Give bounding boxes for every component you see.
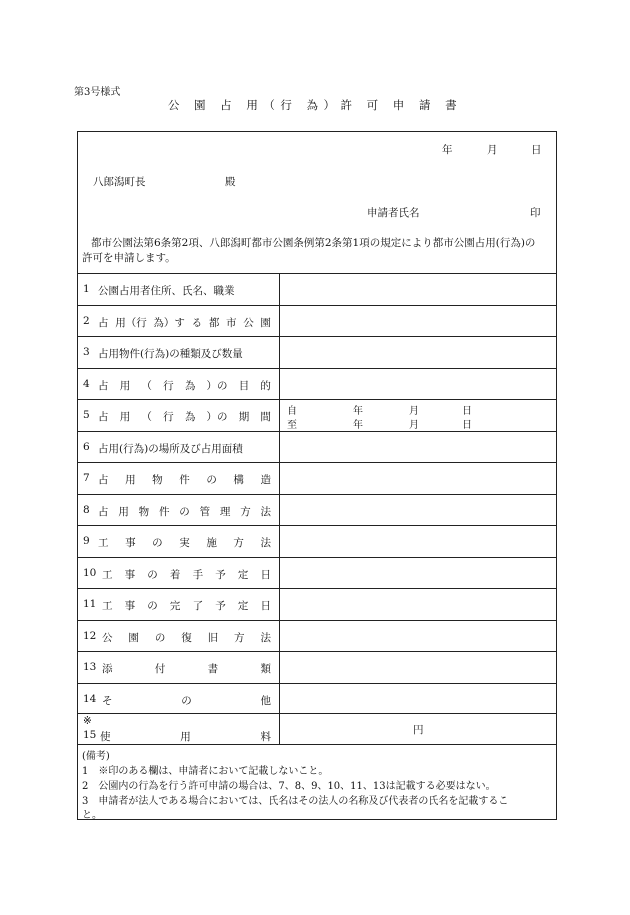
label-segment: 期: [238, 411, 250, 423]
table-row: [78, 557, 556, 589]
label-segment: 物: [138, 505, 150, 518]
label-segment: 行: [163, 411, 174, 423]
row-number: 13: [83, 661, 97, 673]
label-segment: 物: [152, 474, 163, 486]
label-segment: 手: [192, 568, 204, 581]
row-label: [98, 504, 271, 519]
label-segment: の: [206, 474, 217, 486]
row-label: [98, 535, 271, 550]
row-value-cell[interactable]: [281, 337, 556, 368]
label-segment: 法: [260, 505, 271, 518]
row-value-cell[interactable]: [281, 684, 556, 715]
fee-label: [100, 729, 271, 744]
row-label-cell: [78, 495, 280, 526]
label-segment: 件: [158, 505, 170, 518]
label-segment: 占: [98, 474, 109, 486]
row-value-cell[interactable]: [281, 621, 556, 652]
label-segment: 的: [260, 379, 271, 392]
fee-number: 15: [83, 729, 97, 741]
row-value-cell[interactable]: [281, 463, 556, 494]
label-segment: 完: [169, 600, 181, 612]
label-segment: 用: [119, 411, 131, 423]
row-value-cell[interactable]: [281, 495, 556, 526]
row-value-cell[interactable]: [281, 526, 556, 557]
label-segment: 工: [98, 537, 109, 549]
label-segment: 公: [243, 316, 254, 329]
notes-section: [78, 744, 556, 820]
label-segment: 理: [219, 505, 231, 518]
label-segment: 日: [260, 600, 271, 612]
row-number: 8: [83, 503, 90, 516]
label-segment: 行: [163, 379, 174, 392]
label-segment: 法: [260, 537, 271, 549]
row-label: [102, 598, 271, 613]
application-form: [77, 131, 557, 820]
label-segment: 方: [234, 631, 245, 644]
label-segment: 方: [233, 537, 244, 549]
table-row: [78, 431, 556, 463]
table-row: [78, 620, 556, 652]
fee-mark: ※: [83, 715, 92, 727]
label-segment: 占: [98, 316, 109, 329]
label-segment: の: [179, 505, 190, 518]
label-segment: 管: [199, 505, 211, 518]
document-title: 公 園 占 用（行 為）許 可 申 請 書: [167, 98, 463, 112]
label-segment: 事: [124, 600, 136, 612]
label-segment: 定: [237, 600, 249, 612]
label-segment: 為: [184, 379, 196, 392]
label-segment: 添: [102, 663, 113, 675]
row-label: [98, 378, 271, 393]
table-row: [78, 305, 556, 337]
table-row: [78, 651, 556, 683]
row-value-cell[interactable]: [281, 274, 556, 305]
row-label-cell: [78, 652, 280, 683]
row-label: 占用(行為)の場所及び占用面積: [98, 442, 243, 455]
row-label: [98, 409, 271, 424]
label-segment: 方: [240, 505, 251, 518]
label-segment: の: [152, 537, 163, 549]
row-number: 4: [83, 377, 90, 390]
period-from-year: 年: [353, 406, 363, 417]
period-from-day: 日: [462, 406, 472, 417]
table-row: [78, 336, 556, 368]
date-year-label: 年: [442, 144, 453, 156]
label-segment: ）の: [206, 411, 228, 423]
label-segment: 園: [128, 631, 139, 644]
row-label-cell: [78, 400, 280, 431]
label-segment: 予: [215, 568, 226, 581]
row-value-cell[interactable]: [281, 306, 556, 337]
row-label-cell: [78, 621, 280, 652]
label-segment: の: [147, 568, 158, 581]
period-to-month: 月: [409, 420, 419, 431]
row-number: 3: [83, 346, 90, 358]
label-segment: 施: [206, 537, 217, 549]
row-label: [98, 315, 271, 330]
table-row: [78, 462, 556, 494]
row-number: 6: [83, 440, 90, 453]
note-item: 3 申請者が法人である場合においては、氏名はその法人の名称及び代表者の氏名を記載するこ: [82, 796, 509, 807]
label-segment: 事: [124, 568, 136, 581]
table-row: [78, 273, 556, 305]
label-segment: る: [191, 316, 203, 329]
label-segment: 日: [260, 568, 271, 581]
label-segment: の: [154, 631, 166, 644]
fee-label-cell: [78, 714, 280, 744]
row-value-cell[interactable]: [281, 589, 556, 620]
period-from-label: 自: [287, 406, 297, 417]
label-segment: 占: [98, 505, 109, 518]
row-label-cell: [78, 369, 280, 400]
row-number: 7: [83, 472, 90, 484]
label-segment: の: [147, 600, 158, 612]
row-number: 12: [83, 629, 97, 642]
addressee: 八郎潟町長: [93, 176, 146, 188]
table-row: [78, 399, 556, 431]
label-segment: 用: [125, 474, 136, 486]
row-label: [102, 567, 271, 582]
row-label-cell: [78, 432, 280, 463]
label-segment: ）の: [206, 379, 228, 392]
label-segment: 件: [179, 474, 190, 486]
label-segment: 予: [215, 600, 226, 612]
label-segment: 用: [119, 379, 131, 392]
label-segment: 事: [125, 537, 136, 549]
notes-heading: (備考): [82, 751, 110, 762]
label-segment: 工: [102, 568, 113, 581]
label-segment: 使: [100, 731, 111, 743]
row-value-cell[interactable]: [281, 432, 556, 463]
row-label: [102, 630, 271, 645]
label-segment: 園: [260, 316, 271, 329]
row-label: 占用物件(行為)の種類及び数量: [98, 348, 243, 360]
row-label-cell: [78, 684, 280, 715]
period-to-year: 年: [353, 420, 363, 431]
table-row: [78, 683, 556, 715]
note-item: 2 公園内の行為を行う許可申請の場合は、7、8、9、10、11、13は記載する必要はない。: [82, 781, 496, 792]
label-segment: 了: [192, 600, 204, 612]
label-segment: 他: [260, 694, 271, 707]
label-segment: 造: [260, 474, 271, 486]
label-segment: 着: [169, 568, 181, 581]
row-label: 公園占用者住所、氏名、職業: [98, 285, 235, 297]
row-label-cell: [78, 463, 280, 494]
row-label-cell: [78, 589, 280, 620]
period-to-label: 至: [287, 420, 297, 431]
label-segment: 書: [207, 663, 219, 675]
row-number: 1: [83, 283, 90, 295]
label-segment: 為: [184, 411, 196, 423]
label-segment: 法: [260, 631, 271, 644]
label-segment: 付: [154, 663, 166, 675]
row-number: 10: [83, 566, 97, 579]
label-segment: （: [141, 411, 152, 423]
fee-unit: 円: [413, 724, 424, 736]
row-label: [102, 661, 271, 676]
date-day-label: 日: [531, 144, 542, 156]
row-label-cell: [78, 337, 280, 368]
row-number: 2: [83, 314, 90, 327]
label-segment: 類: [260, 663, 271, 675]
label-segment: の: [181, 694, 192, 707]
honorific: 殿: [225, 176, 236, 188]
label-segment: 為）す: [153, 316, 185, 329]
row-label-cell: [78, 274, 280, 305]
fee-row: [78, 713, 556, 744]
period-to-day: 日: [462, 420, 472, 431]
row-value-cell[interactable]: [281, 558, 556, 589]
label-segment: （: [141, 379, 152, 392]
label-segment: 構: [233, 474, 244, 486]
row-number: 9: [83, 535, 90, 547]
row-label-cell: [78, 306, 280, 337]
row-label: [102, 693, 271, 708]
label-segment: 占: [98, 411, 109, 423]
label-segment: そ: [102, 694, 113, 707]
table-row: [78, 494, 556, 526]
period-from-month: 月: [409, 406, 419, 417]
label-segment: 工: [102, 600, 113, 612]
label-segment: 用: [180, 731, 191, 743]
label-segment: 実: [179, 537, 190, 549]
note-item: と。: [82, 810, 102, 821]
application-statement-cont: 許可を申請します。: [82, 252, 176, 264]
form-number: 第3号様式: [74, 87, 121, 98]
fee-value-cell[interactable]: [281, 714, 556, 744]
label-segment: 公: [102, 631, 113, 644]
table-row: [78, 368, 556, 400]
label-segment: 料: [260, 731, 271, 743]
label-segment: 定: [237, 568, 249, 581]
label-segment: 占: [98, 379, 109, 392]
row-value-cell[interactable]: [281, 652, 556, 683]
row-label: [98, 472, 271, 487]
label-segment: 用（行: [115, 316, 147, 329]
applicant-name-label: 申請者氏名: [367, 207, 420, 219]
row-number: 14: [83, 692, 97, 705]
application-statement: 都市公園法第6条第2項、八郎潟町都市公園条例第2条第1項の規定により都市公園占用(行為)の: [91, 237, 536, 249]
row-number: 11: [83, 598, 97, 610]
table-row: [78, 588, 556, 620]
table-row: [78, 525, 556, 557]
label-segment: 用: [118, 505, 129, 518]
label-segment: 目: [238, 379, 250, 392]
row-value-cell[interactable]: [281, 400, 556, 431]
label-segment: 都: [208, 316, 220, 329]
row-number: 5: [83, 409, 90, 421]
date-month-label: 月: [487, 144, 498, 156]
note-item: 1 ※印のある欄は、申請者において記載しないこと。: [82, 766, 329, 777]
seal-mark: 印: [530, 207, 541, 219]
label-segment: 旧: [207, 631, 219, 644]
row-value-cell[interactable]: [281, 369, 556, 400]
row-label-cell: [78, 526, 280, 557]
label-segment: 市: [226, 316, 237, 329]
label-segment: 間: [260, 411, 271, 423]
row-label-cell: [78, 558, 280, 589]
label-segment: 復: [181, 631, 192, 644]
